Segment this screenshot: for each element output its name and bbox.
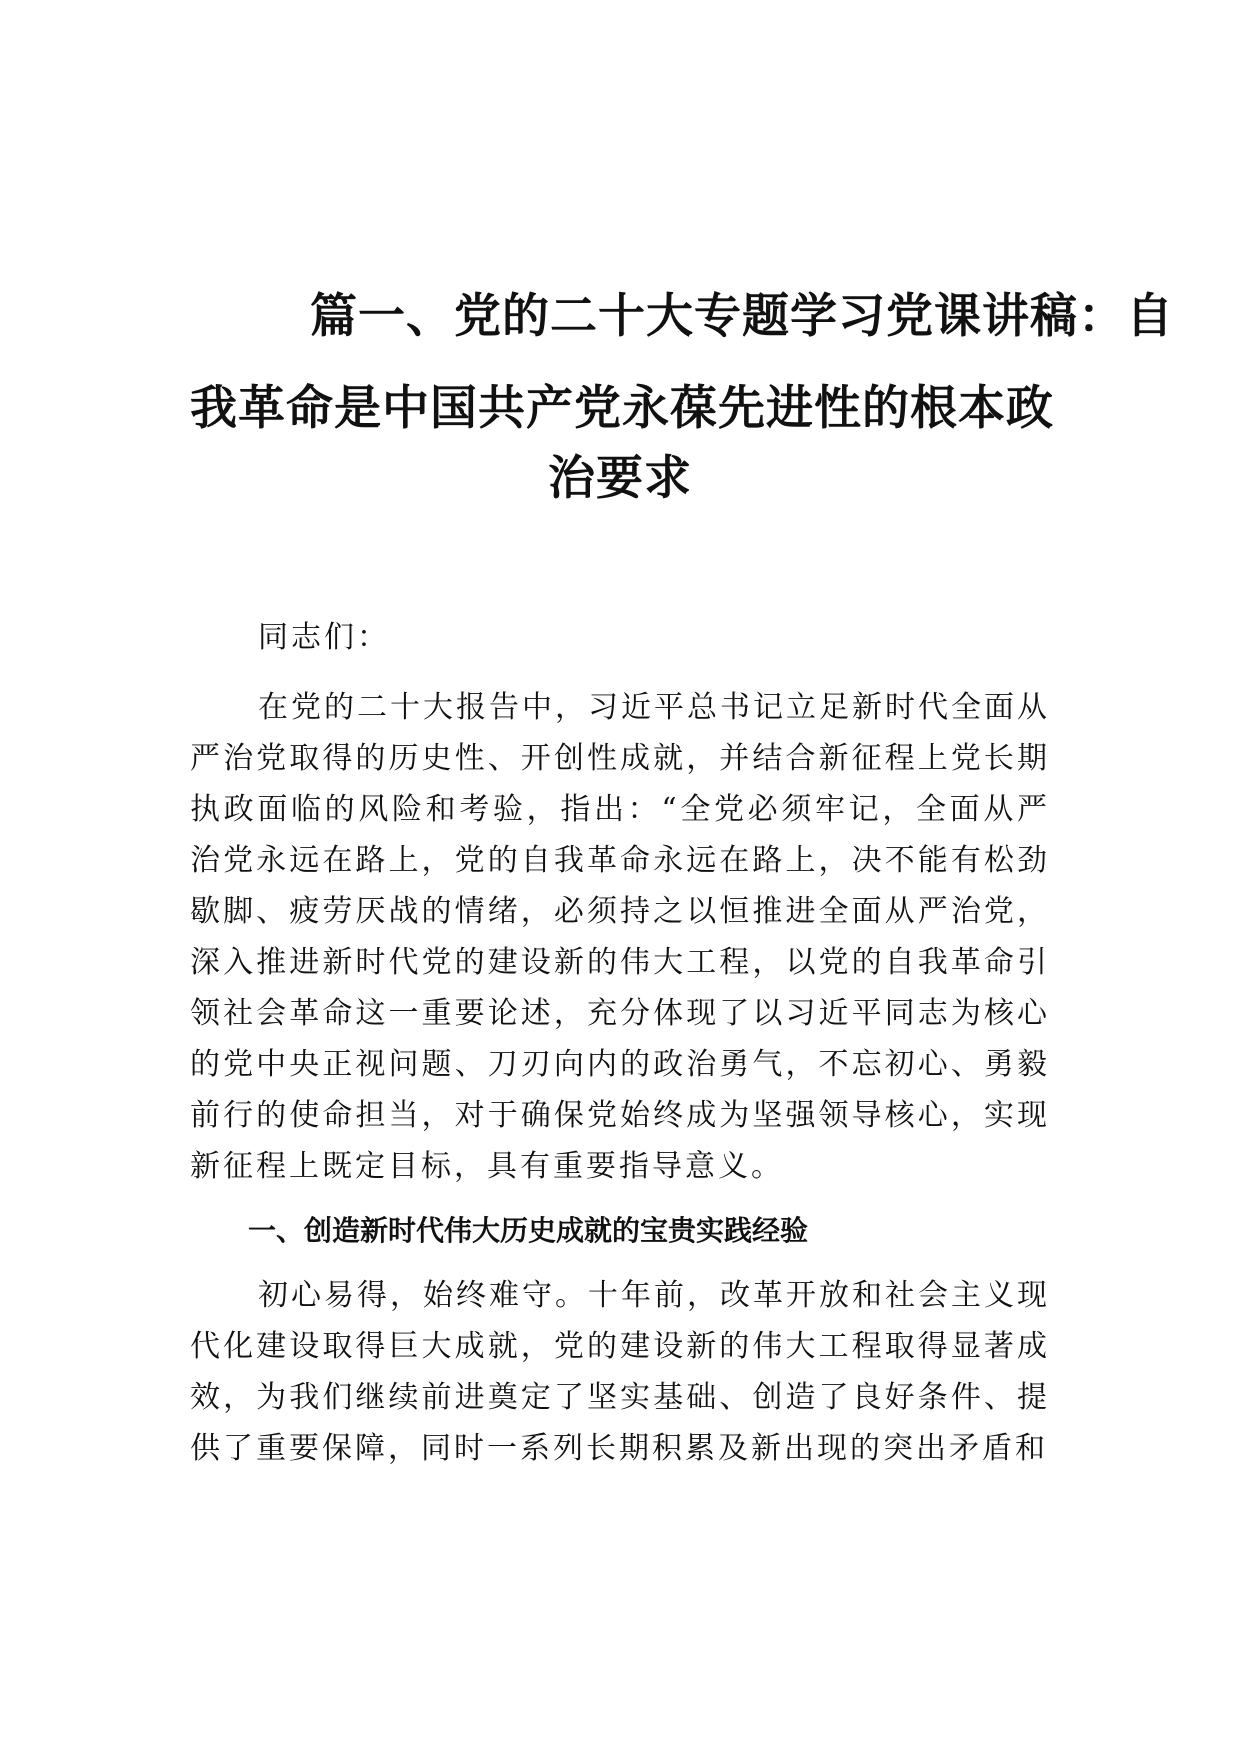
document-body: [190, 612, 1050, 1474]
paragraph-section-1: 初心易得，始终难守。十年前，改革开放和社会主义现代化建设取得巨大成就，党的建设新的伟大工程取得显著成效，为我们继续前进奠定了坚实基础、创造了良好条件、提供了重要保障，同时一系列长期积累及新出现的突出矛盾和: [190, 1278, 1050, 1466]
document-title: [190, 271, 1174, 525]
title-line-3: 治要求: [548, 451, 692, 507]
section-heading: 一、创造新时代伟大历史成就的宝贵实践经验: [248, 1214, 809, 1247]
title-line-2: 我革命是中国共产党永葆先进性的根本政: [190, 381, 1054, 437]
salutation: 同志们：: [258, 620, 390, 655]
title-line-1: 篇一、党的二十大专题学习党课讲稿：自: [310, 289, 1174, 345]
paragraph-intro: 在党的二十大报告中，习近平总书记立足新时代全面从严治党取得的历史性、开创性成就，并结合新征程上党长期执政面临的风险和考验，指出：“全党必须牢记，全面从严治党永远在路上，党的自我革命永远在路上，决不能有松劲歇脚、疲劳厌战的情绪，必须持之以恒推进全面从严治党，深入推进新时代党的建设新的伟大工程，以党的自我革命引领社会革命这一重要论述，充分体现了以习近平同志为核心的党中央正视问题、刀刃向内的政治勇气，不忘初心、勇毅前行的使命担当，对于确保党始终成为坚强领导核心，实现新征程上既定目标，具有重要指导意义。: [190, 690, 1050, 1184]
